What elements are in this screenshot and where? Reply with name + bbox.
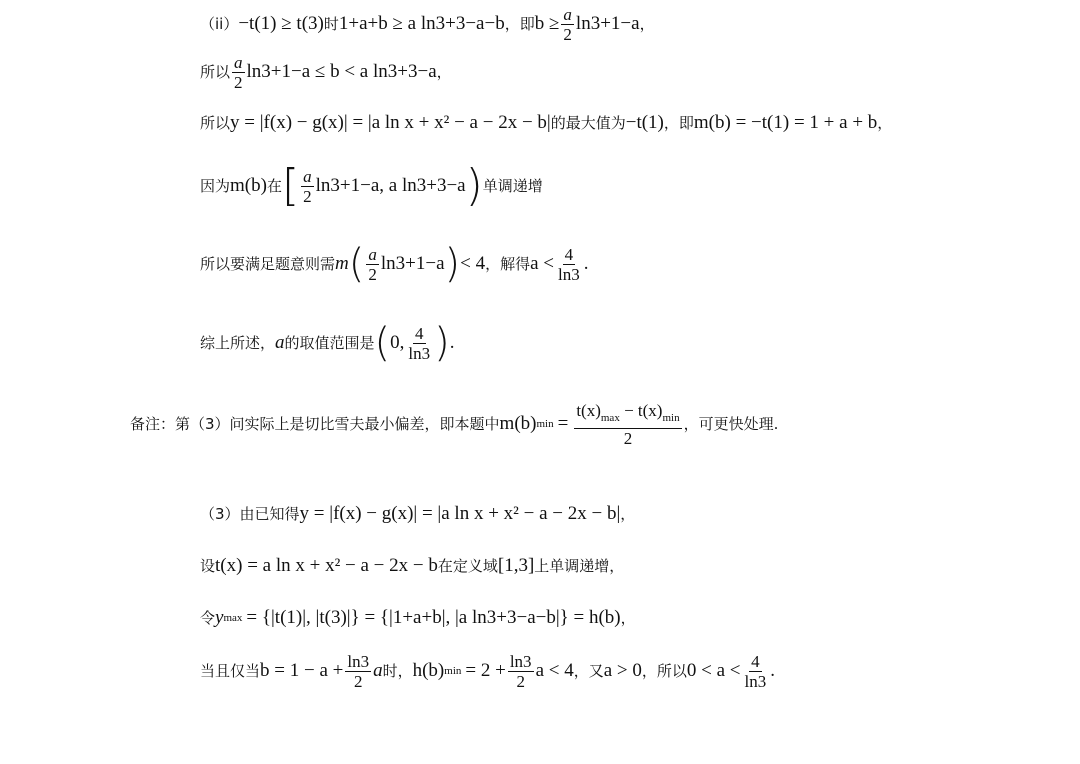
fraction-a-over-2 (232, 53, 245, 92)
summary-prefix: 综上所述， (200, 334, 276, 352)
h-b-term: h(b) (412, 660, 445, 681)
iff-text: 当且仅当 (200, 662, 261, 680)
period: . (583, 253, 589, 274)
final-line (200, 646, 775, 696)
chebyshev-fraction (574, 401, 681, 448)
requirement-text: 所以要满足题意则需 (200, 255, 336, 273)
fraction-numerator: 4 (415, 323, 424, 343)
comma: ， (620, 609, 636, 627)
remark-end-text: ，可更快处理. (683, 415, 779, 433)
zero-lower-bound: 0, (390, 332, 405, 353)
when-text: 时 (323, 15, 339, 33)
summary-line (200, 318, 454, 368)
so-text: 所以 (200, 114, 231, 132)
m-b-expression: m(b) = −t(1) = 1 + a + b (693, 112, 878, 133)
a-range-prefix: 0 < a < (686, 660, 741, 681)
let-text: 令 (200, 609, 216, 627)
fraction-denominator: ln3 (744, 671, 767, 691)
fraction-4-over-ln3 (743, 652, 769, 691)
so-text: 所以 (200, 63, 231, 81)
max-subscript: max (600, 411, 620, 424)
b-lower-bound-prefix: b ≥ (534, 13, 560, 34)
also-text: ，又 (573, 662, 604, 680)
y-absolute-expression: y = |f(x) − g(x)| = |a ln x + x² − a − 2x − b| (230, 112, 551, 133)
t-x-definition: t(x) = a ln x + x² − a − 2x − b (215, 555, 438, 576)
fraction-a-over-2 (301, 167, 314, 206)
equals-sign: = (557, 413, 569, 434)
i-e-text: ，即 (504, 15, 535, 33)
fraction-denominator: ln3 (408, 343, 431, 363)
less-than-4: a < 4 (535, 660, 574, 681)
i-e-text: ，即 (663, 114, 694, 132)
increasing-text: 单调递增 (482, 177, 543, 195)
fraction-4-over-ln3 (406, 324, 432, 363)
comma: ， (436, 63, 452, 81)
fraction-denominator: 2 (368, 264, 377, 284)
comma: ， (639, 15, 655, 33)
min-subscript: min (444, 665, 462, 677)
right-paren: ) (434, 320, 450, 366)
left-paren: ( (348, 241, 365, 287)
fraction-numerator: a (234, 52, 243, 72)
fraction-numerator: ln3 (347, 651, 370, 671)
fraction-ln3-over-2 (345, 652, 371, 691)
variable-a: a (275, 332, 285, 353)
in-text: 在 (266, 177, 282, 195)
neg-t1-expression: −t(1) (625, 112, 664, 133)
m-b-term: m(b) (230, 175, 267, 196)
requirement-line (200, 240, 589, 288)
period: . (770, 660, 776, 681)
max-value-line (200, 108, 892, 138)
inequality-expression: 1+a+b ≥ a ln3+3−a−b (338, 13, 505, 34)
fraction-denominator: 2 (623, 428, 633, 448)
period: . (449, 332, 455, 353)
when-text: 时， (382, 662, 413, 680)
fraction-numerator: 4 (751, 651, 760, 671)
so-text: ，所以 (641, 662, 687, 680)
less-than-4: < 4 (460, 253, 486, 274)
because-text: 因为 (200, 177, 231, 195)
fraction-denominator: 2 (563, 24, 572, 44)
remark-line (130, 398, 778, 450)
max-value-text: 的最大值为 (550, 114, 626, 132)
equals-two-plus: = 2 + (465, 660, 506, 681)
fraction-denominator: 2 (303, 186, 312, 206)
m-function: m (335, 253, 349, 274)
a-less-than: a < (530, 253, 555, 274)
a-positive: a > 0 (603, 660, 642, 681)
inequality-t1-t3: −t(1) ≥ t(3) (238, 13, 324, 34)
fraction-numerator: a (368, 244, 377, 264)
fraction-a-over-2 (561, 5, 574, 44)
fraction-a-over-2 (366, 245, 379, 284)
fraction-denominator: ln3 (558, 264, 580, 284)
min-subscript: min (536, 418, 554, 430)
b-range-line (200, 50, 452, 94)
remark-text: 备注：第（3）问实际上是切比雪夫最小偏差，即本题中 (130, 415, 500, 433)
interval-expression: ln3+1−a, a ln3+3−a (315, 175, 466, 196)
min-subscript: min (662, 411, 680, 424)
m-b-term: m(b) (499, 413, 537, 434)
monotonic-line (200, 162, 543, 210)
solve-text: ，解得 (485, 255, 531, 273)
fraction-denominator: 2 (234, 72, 243, 92)
comma: ， (877, 114, 893, 132)
left-bracket: [ (281, 160, 300, 211)
right-paren: ) (465, 160, 483, 211)
part-3-prefix: （3）由已知得 (200, 505, 300, 523)
right-paren: ) (444, 241, 461, 287)
ymax-line (200, 604, 636, 632)
y-variable: y (215, 607, 224, 628)
b-lower-bound-suffix: ln3+1−a (575, 13, 640, 34)
fraction-4-over-ln3 (556, 245, 582, 284)
inner-expression: ln3+1−a (380, 253, 445, 274)
fraction-numerator: ln3 (509, 651, 532, 671)
b-range-expression: ln3+1−a ≤ b < a ln3+3−a (246, 61, 437, 82)
case-ii-line (200, 4, 655, 44)
ymax-expression: = {|t(1)|, |t(3)|} = {|1+a+b|, |a ln3+3−a−b|} = h(b) (246, 607, 621, 628)
part-3-line (200, 500, 635, 528)
y-absolute-expression: y = |f(x) − g(x)| = |a ln x + x² − a − 2x − b| (299, 503, 621, 524)
b-equation-prefix: b = 1 − a + (260, 660, 344, 681)
fraction-denominator: 2 (353, 671, 363, 691)
variable-a: a (373, 660, 383, 681)
case-label: （ii） (200, 15, 239, 33)
fraction-numerator: a (563, 4, 572, 24)
comma: ， (620, 505, 636, 523)
t-min-term: − t(x) (619, 400, 663, 420)
domain-text: 在定义域 (437, 557, 498, 575)
let-text: 设 (200, 557, 216, 575)
fraction-numerator (574, 401, 681, 429)
t-max-term: t(x) (576, 400, 601, 420)
fraction-numerator: a (303, 166, 312, 186)
domain-interval: [1,3] (497, 555, 535, 576)
fraction-numerator: 4 (564, 244, 574, 264)
max-subscript: max (223, 612, 243, 624)
define-t-line (200, 552, 624, 580)
left-paren: ( (374, 320, 391, 366)
fraction-ln3-over-2 (508, 652, 534, 691)
range-text: 的取值范围是 (284, 334, 375, 352)
fraction-denominator: 2 (516, 671, 525, 691)
increasing-text: 上单调递增， (534, 557, 625, 575)
